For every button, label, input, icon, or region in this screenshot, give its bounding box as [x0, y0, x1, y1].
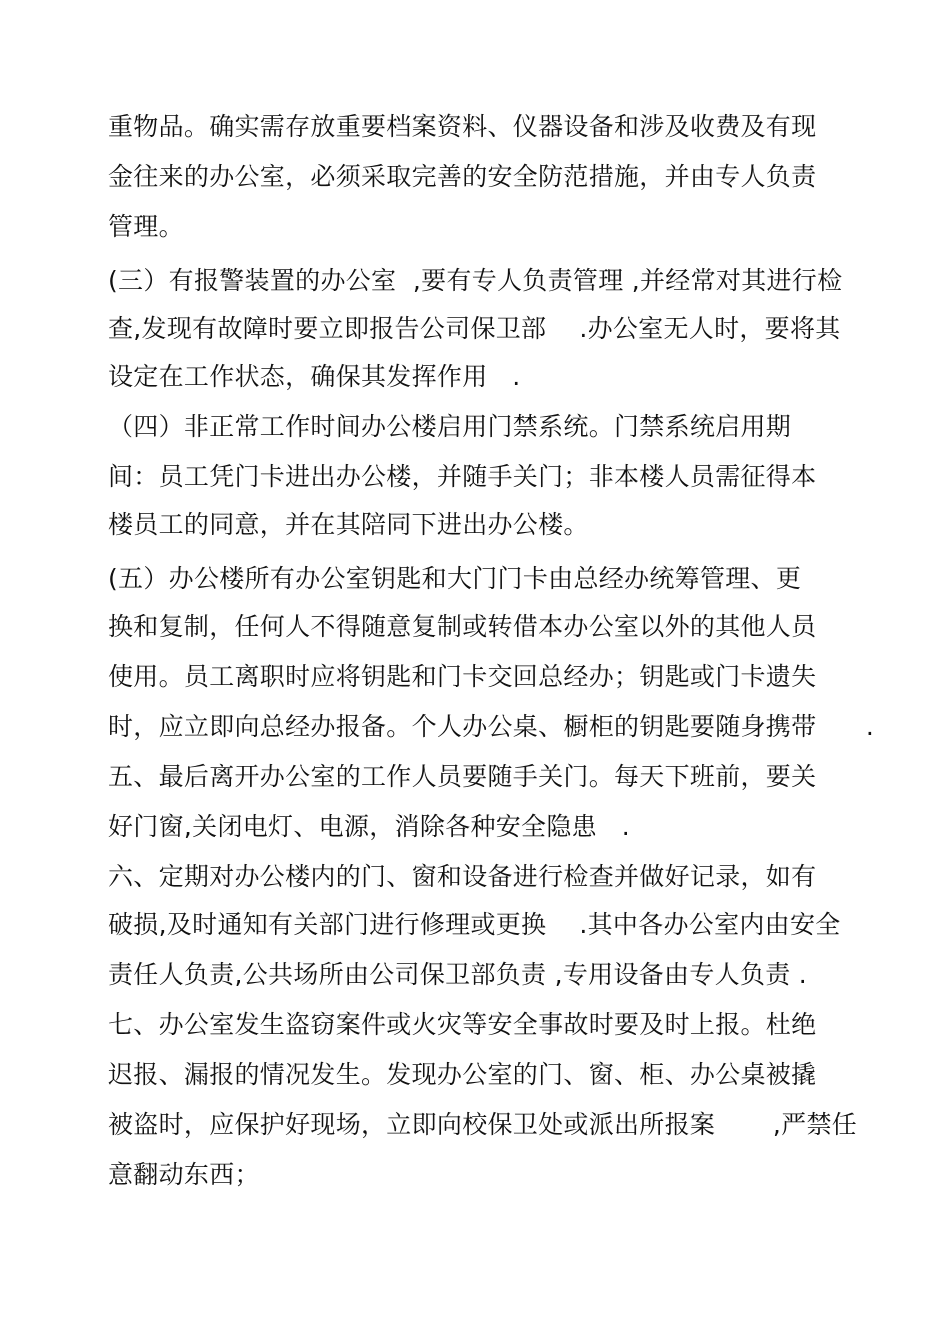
text-line: 七、办公室发生盗窃案件或火灾等安全事故时要及时上报。杜绝 — [108, 1010, 817, 1039]
text-line: 设定在工作状态，确保其发挥作用 . — [108, 362, 521, 391]
text-line: 管理。 — [108, 212, 184, 241]
text-line: 六、定期对办公楼内的门、窗和设备进行检查并做好记录，如有 — [108, 862, 817, 891]
text-line: 金往来的办公室，必须采取完善的安全防范措施，并由专人负责 — [108, 162, 817, 191]
text-line: (五）办公楼所有办公室钥匙和大门门卡由总经办统筹管理、更 — [108, 564, 802, 593]
text-line: 查,发现有故障时要立即报告公司保卫部 .办公室无人时，要将其 — [108, 314, 841, 343]
text-line: 责任人负责,公共场所由公司保卫部负责 ,专用设备由专人负责 . — [108, 960, 808, 989]
text-line: 被盗时，应保护好现场，立即向校保卫处或派出所报案 ,严禁任 — [108, 1110, 858, 1139]
text-line: 使用。员工离职时应将钥匙和门卡交回总经办；钥匙或门卡遗失 — [108, 662, 817, 691]
text-line: 迟报、漏报的情况发生。发现办公室的门、窗、柜、办公桌被撬 — [108, 1060, 817, 1089]
text-line: 意翻动东西； — [108, 1160, 260, 1189]
text-line: 时，应立即向总经办报备。个人办公桌、橱柜的钥匙要随身携带 . — [108, 712, 875, 741]
text-line: （四）非正常工作时间办公楼启用门禁系统。门禁系统启用期 — [108, 412, 792, 441]
text-line: 换和复制，任何人不得随意复制或转借本办公室以外的其他人员 — [108, 612, 817, 641]
text-line: 间：员工凭门卡进出办公楼，并随手关门；非本楼人员需征得本 — [108, 462, 817, 491]
text-line: 破损,及时通知有关部门进行修理或更换 .其中各办公室内由安全 — [108, 910, 841, 939]
text-line: 楼员工的同意，并在其陪同下进出办公楼。 — [108, 510, 589, 539]
text-line: 好门窗,关闭电灯、电源，消除各种安全隐患 . — [108, 812, 630, 841]
text-line: (三）有报警装置的办公室 ,要有专人负责管理 ,并经常对其进行检 — [108, 266, 843, 295]
text-line: 重物品。确实需存放重要档案资料、仪器设备和涉及收费及有现 — [108, 112, 817, 141]
text-line: 五、最后离开办公室的工作人员要随手关门。每天下班前，要关 — [108, 762, 817, 791]
